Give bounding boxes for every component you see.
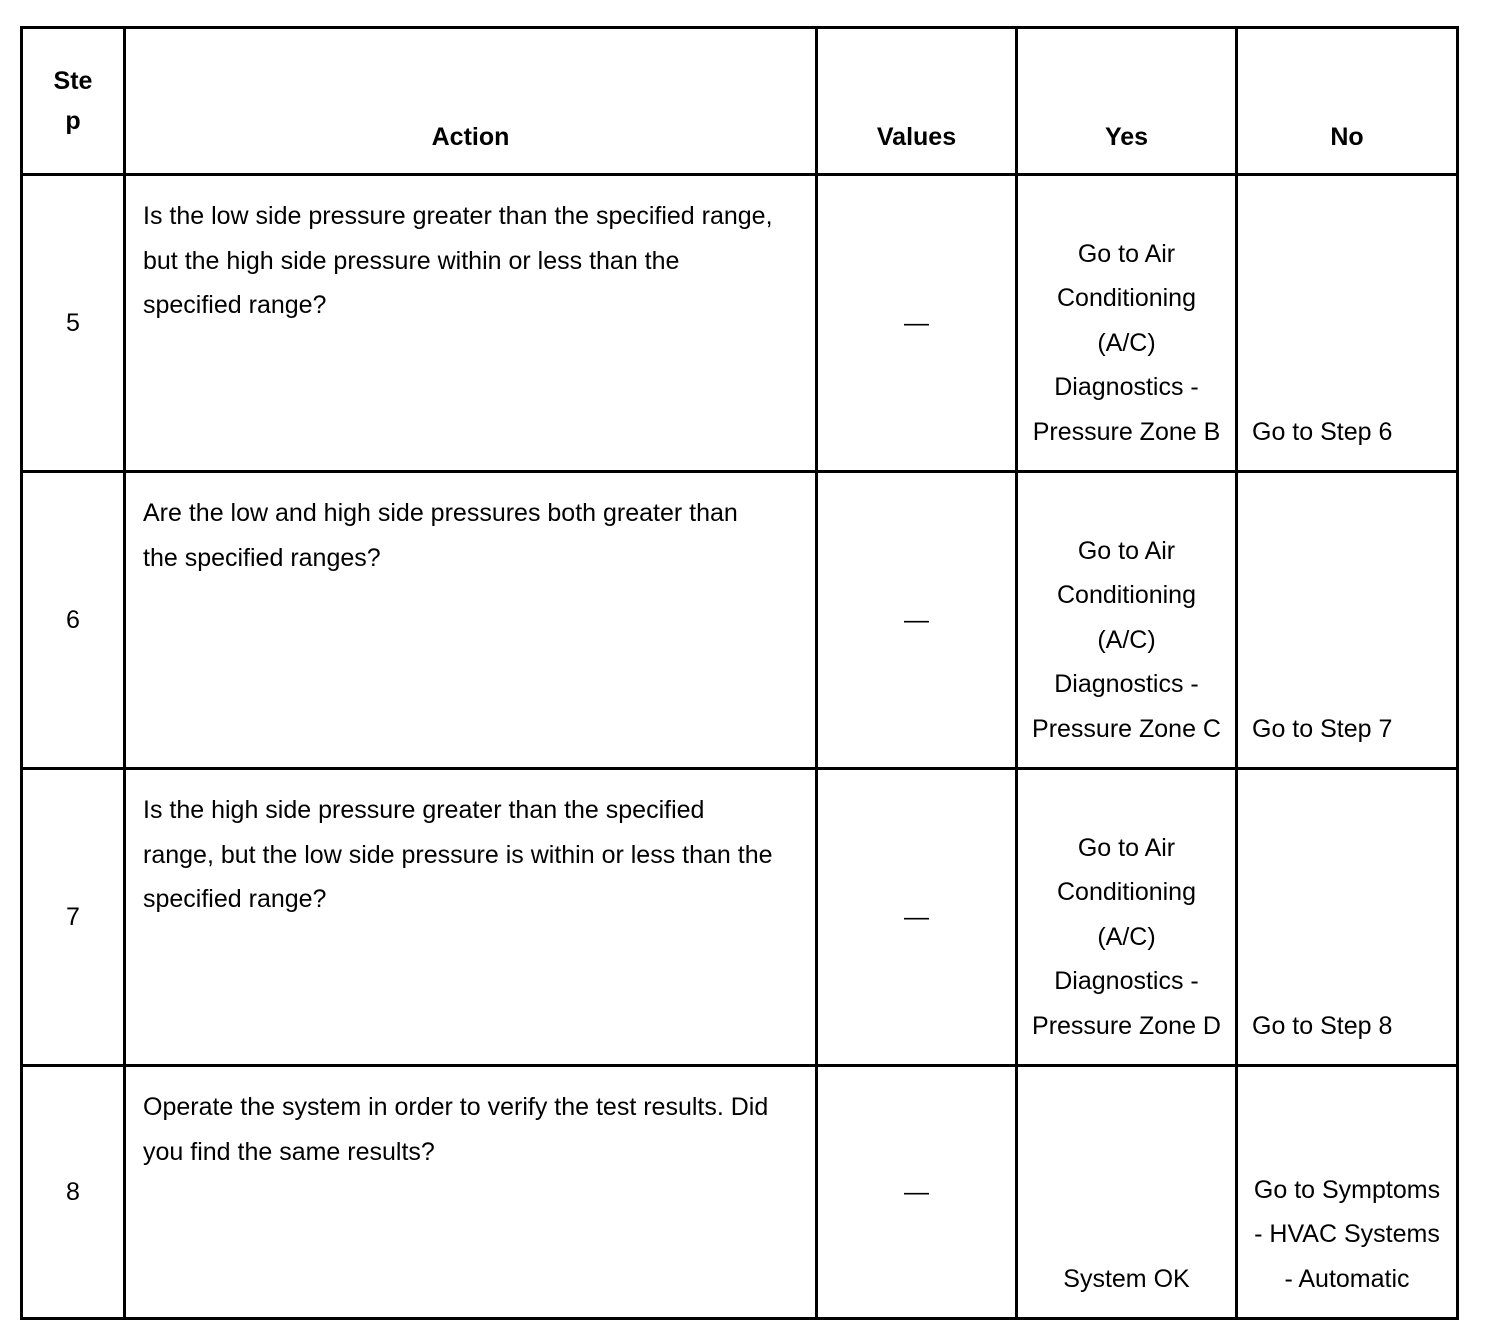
header-values: Values: [817, 28, 1017, 175]
action-cell: Is the low side pressure greater than the specified range, but the high side pressure within or less than the specified range?: [125, 175, 817, 472]
yes-cell: Go to Air Conditioning (A/C) Diagnostics - Pressure Zone B: [1017, 175, 1237, 472]
diagnostic-table: [20, 26, 1459, 1320]
step-cell: 7: [22, 769, 125, 1066]
no-cell: Go to Step 7: [1237, 472, 1458, 769]
action-cell: Operate the system in order to verify the test results. Did you find the same results?: [125, 1066, 817, 1319]
step-cell: 8: [22, 1066, 125, 1319]
table-row: [22, 175, 1458, 472]
values-cell: —: [817, 472, 1017, 769]
table-row: [22, 472, 1458, 769]
action-cell: Is the high side pressure greater than the specified range, but the low side pressure is within or less than the specified range?: [125, 769, 817, 1066]
table-row: [22, 769, 1458, 1066]
header-row: [22, 28, 1458, 175]
header-action: Action: [125, 28, 817, 175]
no-cell: Go to Step 6: [1237, 175, 1458, 472]
yes-cell: Go to Air Conditioning (A/C) Diagnostics - Pressure Zone D: [1017, 769, 1237, 1066]
no-cell: Go to Step 8: [1237, 769, 1458, 1066]
step-cell: 5: [22, 175, 125, 472]
header-yes: Yes: [1017, 28, 1237, 175]
header-no: No: [1237, 28, 1458, 175]
action-cell: Are the low and high side pressures both greater than the specified ranges?: [125, 472, 817, 769]
values-cell: —: [817, 175, 1017, 472]
yes-cell: Go to Air Conditioning (A/C) Diagnostics - Pressure Zone C: [1017, 472, 1237, 769]
yes-cell: System OK: [1017, 1066, 1237, 1319]
step-cell: 6: [22, 472, 125, 769]
values-cell: —: [817, 1066, 1017, 1319]
header-step: Step: [22, 28, 125, 175]
no-cell: Go to Symptoms - HVAC Systems - Automatic: [1237, 1066, 1458, 1319]
table-row: [22, 1066, 1458, 1319]
values-cell: —: [817, 769, 1017, 1066]
